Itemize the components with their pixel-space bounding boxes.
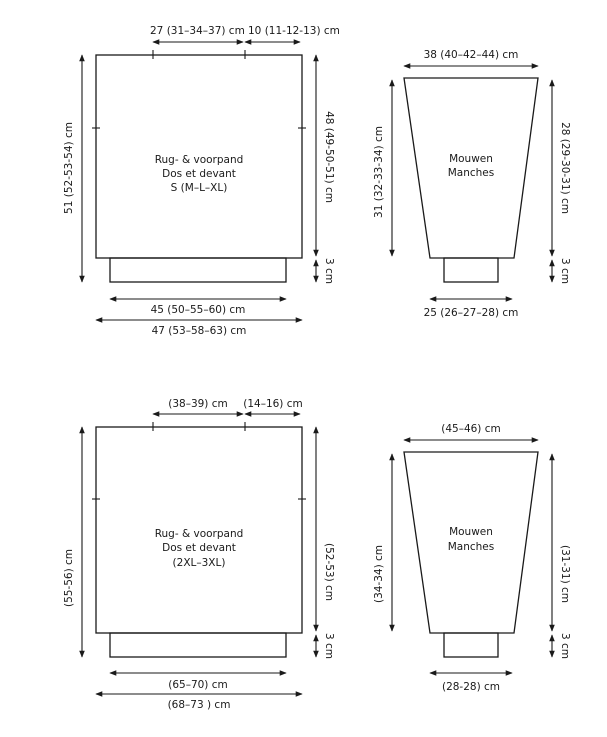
bottom-body-rib-label: 3 cm <box>323 632 335 660</box>
bottom-body-rib <box>110 633 286 657</box>
top-body-panel <box>63 25 340 337</box>
bottom-body-width-inner-label: (65–70) cm <box>168 679 228 691</box>
top-sleeve-bottom-width-label: 25 (26–27–28) cm <box>423 307 519 319</box>
bottom-sleeve-rib-label: 3 cm <box>559 632 571 660</box>
bottom-body-height-left-label: (55-56) cm <box>63 548 75 608</box>
top-body-label-nl: Rug- & voorpand <box>154 154 244 166</box>
bottom-body-height-right-label: (52-53) cm <box>323 542 335 602</box>
bottom-body-panel <box>63 398 335 711</box>
bottom-sleeve-bottom-width-label: (28-28) cm <box>441 681 501 693</box>
bottom-sleeve-rib <box>444 633 498 657</box>
top-sleeve-rib-label: 3 cm <box>559 257 571 285</box>
top-body-label-fr: Dos et devant <box>162 168 236 180</box>
bottom-sleeve-height-left-label: (34-34) cm <box>373 544 385 604</box>
bottom-sleeve-height-right-label: (31-31) cm <box>559 544 571 604</box>
bottom-sleeve-panel <box>373 423 571 693</box>
top-body-width-upper-right-label: 10 (11-12-13) cm <box>248 25 340 37</box>
top-body-width-outer-label: 47 (53–58–63) cm <box>151 325 247 337</box>
bottom-body-label-fr: Dos et devant <box>162 542 236 554</box>
top-body-rib-label: 3 cm <box>323 257 335 285</box>
top-body-rib <box>110 258 286 282</box>
top-sleeve-label-nl: Mouwen <box>449 153 493 165</box>
top-body-width-upper-left-label: 27 (31–34–37) cm <box>150 25 245 37</box>
top-body-width-inner-label: 45 (50–55–60) cm <box>150 304 246 316</box>
bottom-sleeve-label-fr: Manches <box>447 541 495 553</box>
top-sleeve-panel <box>373 49 571 319</box>
top-sleeve-rib <box>444 258 498 282</box>
bottom-body-label-size: (2XL–3XL) <box>172 557 226 569</box>
top-body-height-right-label: 48 (49-50-51) cm <box>323 111 335 203</box>
top-sleeve-height-right-label: 28 (29-30-31) cm <box>559 122 571 214</box>
bottom-sleeve-top-width-label: (45–46) cm <box>441 423 501 435</box>
top-body-label-size: S (M–L–XL) <box>170 182 228 194</box>
top-sleeve-top-width-label: 38 (40–42–44) cm <box>423 49 519 61</box>
bottom-body-label-nl: Rug- & voorpand <box>154 528 244 540</box>
bottom-body-width-outer-label: (68–73 ) cm <box>167 699 231 711</box>
top-sleeve-height-left-label: 31 (32-33-34) cm <box>373 126 385 218</box>
top-sleeve-label-fr: Manches <box>447 167 495 179</box>
bottom-body-width-upper-left-label: (38–39) cm <box>168 398 228 410</box>
top-body-height-left-label: 51 (52-53-54) cm <box>63 122 75 214</box>
bottom-body-width-upper-right-label: (14–16) cm <box>243 398 303 410</box>
bottom-sleeve-label-nl: Mouwen <box>449 526 493 538</box>
